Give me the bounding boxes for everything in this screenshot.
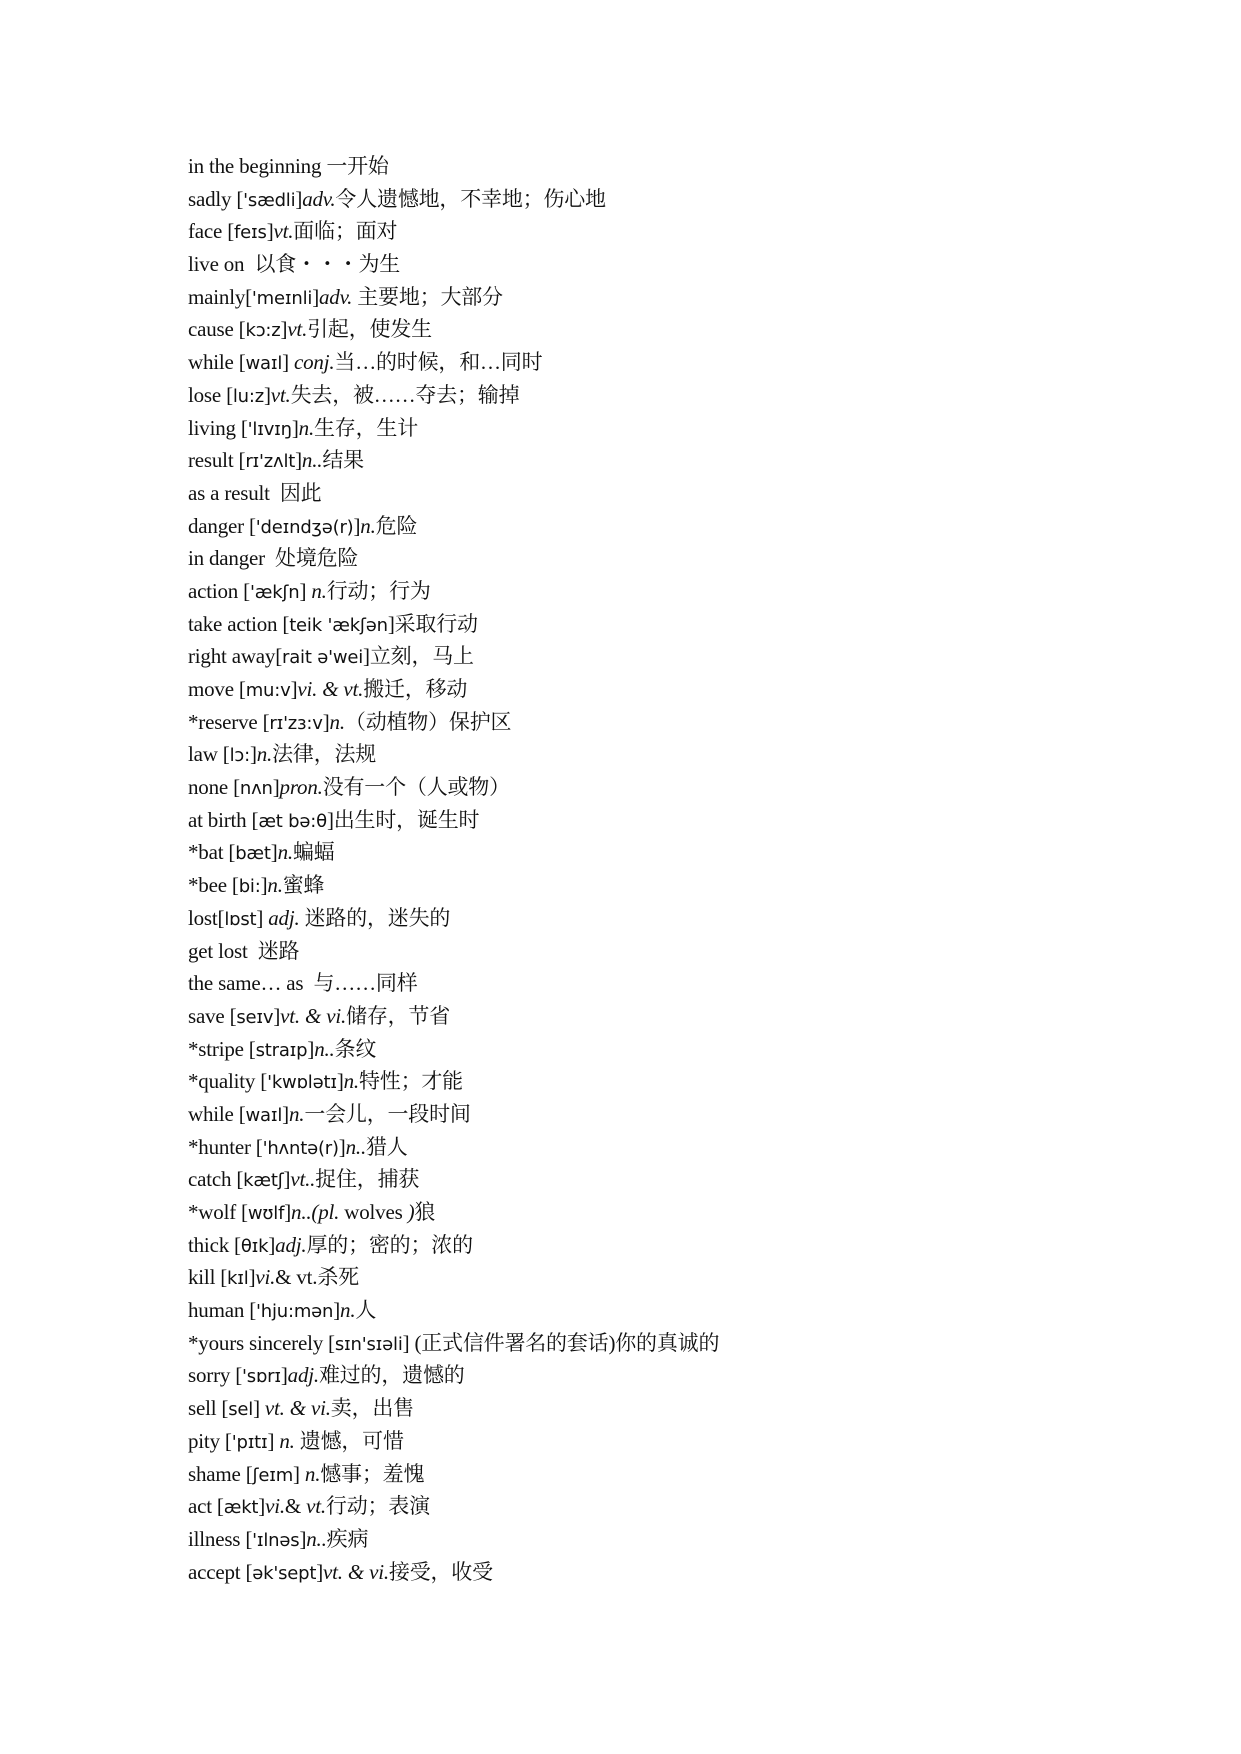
entry-text: lost[ [188, 905, 225, 930]
entry-text: ] [280, 1363, 288, 1388]
vocab-entry [188, 1359, 1088, 1392]
entry-text: ] [295, 186, 303, 211]
phonetic-text: mu:v [245, 680, 291, 701]
entry-text: accept [ [188, 1559, 253, 1584]
entry-text: *bee [ [188, 873, 239, 898]
entry-text: ] [267, 1428, 280, 1453]
part-of-speech-text: n.. [306, 1526, 327, 1551]
part-of-speech-text: adv. [302, 186, 336, 211]
entry-text: get lost 迷路 [188, 938, 300, 963]
entry-text: in danger 处境危险 [188, 546, 359, 571]
entry-text: ] [272, 775, 280, 800]
entry-text: 生存，生计 [314, 415, 418, 440]
phonetic-text: 'ækʃn [249, 581, 300, 603]
entry-text: 当…的时候，和…同时 [334, 350, 543, 375]
vocab-entry [188, 412, 1088, 445]
vocab-entry [188, 1033, 1088, 1066]
vocab-entry [188, 902, 1088, 935]
entry-text: live on 以食・・・为生 [188, 252, 401, 277]
part-of-speech-text: vt.. [290, 1167, 316, 1192]
entry-text: 储存，节省 [346, 1003, 451, 1028]
entry-text: ] [253, 1396, 265, 1421]
phonetic-text: sel [228, 1399, 254, 1421]
vocab-entry [188, 935, 1088, 968]
vocab-entry [188, 248, 1088, 281]
part-of-speech-text: n. [279, 1428, 295, 1453]
entry-text: *stripe [ [188, 1036, 256, 1061]
entry-text: 令人遗憾地，不幸地；伤心地 [335, 186, 606, 211]
entry-text: ] [293, 1461, 305, 1486]
vocab-entry [188, 640, 1088, 673]
entry-text: *quality [ [188, 1069, 268, 1094]
entry-text: ] [322, 709, 330, 734]
entry-text: & vt.杀死 [275, 1265, 359, 1290]
phonetic-text: 'lɪvɪŋ [247, 418, 292, 440]
entry-text: 难过的，遗憾的 [318, 1363, 465, 1388]
entry-text: ] [258, 1494, 266, 1519]
part-of-speech-text: adj. [287, 1363, 319, 1388]
part-of-speech-text: vt. & vi. [280, 1003, 347, 1028]
entry-text: ] [316, 1559, 324, 1584]
vocab-entry [188, 150, 1088, 183]
entry-text: *reserve [ [188, 709, 270, 734]
entry-text: ] [264, 382, 271, 407]
entry-text: 危险 [375, 513, 418, 538]
entry-text: act [ [188, 1494, 224, 1519]
phonetic-text: feɪs [234, 222, 267, 244]
part-of-speech-text: pron. [279, 775, 323, 800]
entry-text: ] [249, 742, 257, 767]
vocab-entry [188, 1163, 1088, 1196]
entry-text: save [ [188, 1003, 237, 1028]
entry-text: 结果 [322, 448, 364, 473]
entry-text: ]出生时，诞生时 [326, 807, 480, 832]
entry-text: ] [291, 415, 299, 440]
phonetic-text: 'pɪtɪ [231, 1431, 268, 1453]
phonetic-text: kɪl [227, 1268, 249, 1290]
phonetic-text: lu:z [232, 385, 264, 407]
part-of-speech-text: vt. [287, 317, 308, 342]
phonetic-text: 'hʌntə(r) [262, 1137, 339, 1159]
entry-text: in the beginning 一开始 [188, 154, 389, 178]
entry-text: 行动；行为 [326, 578, 431, 603]
entry-text: illness [ [188, 1526, 253, 1551]
entry-text: right away[ [188, 644, 283, 669]
vocab-entry [188, 444, 1088, 477]
entry-text: ] [336, 1069, 344, 1094]
vocab-entry [188, 836, 1088, 869]
entry-text: ] [282, 350, 294, 375]
entry-text: lose [ [188, 382, 233, 407]
vocab-entry [188, 215, 1088, 248]
entry-text: cause [ [188, 317, 246, 342]
vocab-entry [188, 738, 1088, 771]
vocab-entry [188, 967, 1088, 1000]
entry-text: sell [ [188, 1396, 229, 1421]
phonetic-text: lɔ: [229, 745, 250, 767]
entry-text: at birth [ [188, 807, 259, 832]
entry-text: ]立刻，马上 [363, 644, 474, 669]
part-of-speech-text: n. [267, 873, 283, 898]
part-of-speech-text: n..(pl. [291, 1200, 340, 1224]
part-of-speech-text: vt. [270, 382, 291, 407]
entry-text: 行动；表演 [325, 1494, 430, 1519]
entry-text: ] [282, 1101, 289, 1126]
phonetic-text: æt bə:θ [258, 810, 327, 832]
entry-text: law [ [188, 742, 230, 767]
entry-text: thick [ [188, 1232, 241, 1257]
part-of-speech-text: n. [288, 1101, 305, 1126]
entry-text: living [ [188, 415, 248, 440]
phonetic-text: kætʃ [243, 1170, 284, 1192]
phonetic-text: waɪl [245, 353, 283, 375]
entry-text: *bat [ [188, 840, 236, 865]
entry-text: ] [295, 448, 302, 473]
entry-text: 特性；才能 [358, 1069, 463, 1094]
phonetic-text: bi: [238, 876, 261, 898]
entry-text: pity [ [188, 1428, 232, 1453]
entry-text: 疾病 [326, 1526, 369, 1551]
entry-text: sorry [ [188, 1363, 243, 1388]
entry-text: ] [307, 1036, 315, 1061]
phonetic-text: 'sædli [243, 189, 296, 211]
entry-text: 狼 [414, 1200, 436, 1224]
entry-text: 接受，收受 [388, 1559, 493, 1584]
part-of-speech-text: n.. [314, 1036, 335, 1061]
phonetic-text: 'meɪnli [251, 287, 313, 309]
entry-text: 主要地；大部分 [352, 284, 503, 309]
vocab-entry [188, 477, 1088, 510]
phonetic-text: nʌn [239, 778, 273, 800]
phonetic-text: ʃeɪm [252, 1464, 294, 1486]
phonetic-text: waɪl [245, 1104, 283, 1126]
vocab-entry [188, 706, 1088, 739]
part-of-speech-text: vt. & vi. [264, 1396, 331, 1421]
entry-text: ] [268, 1232, 276, 1257]
entry-text: while [ [188, 350, 246, 375]
entry-text: ] [248, 1265, 256, 1290]
entry-text: ] [280, 317, 288, 342]
part-of-speech-text: vt. [306, 1494, 326, 1519]
vocab-entry [188, 346, 1088, 379]
phonetic-text: ək'sept [252, 1562, 317, 1584]
entry-text: ]采取行动 [387, 611, 478, 636]
part-of-speech-text: adj. [275, 1232, 307, 1257]
entry-text: ] [266, 219, 274, 244]
part-of-speech-text: adv. [318, 284, 353, 309]
part-of-speech-text: n.. [301, 448, 323, 473]
entry-text: wolves [339, 1200, 408, 1224]
vocab-entry [188, 1490, 1088, 1523]
entry-text: ] [290, 677, 298, 701]
entry-text: shame [ [188, 1461, 253, 1486]
phonetic-text: straɪp [255, 1039, 308, 1061]
vocab-entry [188, 1425, 1088, 1458]
vocab-entry [188, 575, 1088, 608]
entry-text: human [ [188, 1298, 256, 1323]
phonetic-text: seɪv [236, 1006, 274, 1028]
entry-text: ] [260, 873, 268, 898]
part-of-speech-text: ) [407, 1200, 415, 1224]
vocab-entry [188, 673, 1088, 706]
vocab-entry [188, 1261, 1088, 1294]
vocab-entry [188, 1000, 1088, 1033]
vocab-entry [188, 869, 1088, 902]
phonetic-text: kɔ:z [245, 320, 281, 342]
vocab-entry [188, 1196, 1088, 1229]
part-of-speech-text: vt. [273, 219, 294, 244]
vocabulary-list [188, 150, 1088, 1588]
part-of-speech-text: n. [343, 1069, 359, 1094]
entry-text: ] [283, 1167, 291, 1192]
part-of-speech-text: vi. [255, 1265, 276, 1290]
entry-text: mainly[ [188, 284, 252, 309]
entry-text: ] [256, 905, 269, 930]
entry-text: 没有一个（人或物） [322, 775, 510, 800]
entry-text: ] [284, 1200, 292, 1224]
entry-text: ] [338, 1134, 346, 1159]
entry-text: action [ [188, 578, 250, 603]
phonetic-text: 'ɪlnəs [252, 1529, 300, 1551]
vocab-entry [188, 1131, 1088, 1164]
part-of-speech-text: n. [340, 1298, 356, 1323]
entry-text: catch [ [188, 1167, 244, 1192]
vocab-entry [188, 510, 1088, 543]
entry-text: ] [299, 1526, 307, 1551]
entry-text: 人 [355, 1298, 377, 1323]
vocab-entry [188, 1523, 1088, 1556]
entry-text: *wolf [ [188, 1200, 248, 1224]
vocab-entry [188, 1098, 1088, 1131]
vocab-entry [188, 1065, 1088, 1098]
phonetic-text: 'sɒrɪ [242, 1366, 281, 1388]
part-of-speech-text: n. [360, 513, 376, 538]
part-of-speech-text: vi. & vt. [297, 677, 364, 701]
phonetic-text: sɪn'sɪəli [334, 1333, 403, 1355]
vocab-entry [188, 1556, 1088, 1589]
entry-text: take action [ [188, 611, 290, 636]
entry-text: 条纹 [334, 1036, 377, 1061]
entry-text: 捉住，捕获 [315, 1167, 420, 1192]
entry-text: none [ [188, 775, 240, 800]
entry-text: ] [273, 1003, 281, 1028]
entry-text: danger [ [188, 513, 256, 538]
phonetic-text: wʊlf [247, 1203, 285, 1224]
entry-text: 引起，使发生 [307, 317, 432, 342]
vocab-entry [188, 313, 1088, 346]
entry-text: ] [353, 513, 361, 538]
vocab-entry [188, 281, 1088, 314]
phonetic-text: ækt [223, 1497, 259, 1519]
entry-text: （动植物）保护区 [344, 709, 512, 734]
entry-text: face [ [188, 219, 234, 244]
entry-text: result [ [188, 448, 246, 473]
phonetic-text: 'deɪndʒə(r) [255, 516, 354, 538]
phonetic-text: 'hju:mən [256, 1301, 334, 1323]
vocab-entry [188, 379, 1088, 412]
entry-text: 迷路的，迷失的 [299, 905, 451, 930]
phonetic-text: lɒst [224, 908, 257, 930]
entry-text: 猎人 [366, 1134, 408, 1159]
vocab-entry [188, 1458, 1088, 1491]
entry-text: 失去，被……夺去；输掉 [290, 382, 520, 407]
phonetic-text: rɪ'zʌlt [245, 451, 296, 473]
entry-text: 蜜蜂 [282, 873, 325, 898]
phonetic-text: rɪ'zɜ:v [269, 712, 323, 734]
entry-text: 憾事；羞愧 [320, 1461, 425, 1486]
vocab-entry [188, 608, 1088, 641]
vocab-entry [188, 1392, 1088, 1425]
entry-text: as a result 因此 [188, 480, 322, 505]
entry-text: 厚的；密的；浓的 [306, 1232, 473, 1257]
entry-text: while [ [188, 1101, 246, 1126]
entry-text: 搬迁，移动 [363, 677, 468, 701]
vocab-entry [188, 542, 1088, 575]
part-of-speech-text: n. [277, 840, 293, 865]
entry-text: sadly [ [188, 186, 244, 211]
entry-text: 蝙蝠 [292, 840, 335, 865]
entry-text: ] [270, 840, 278, 865]
part-of-speech-text: n. [298, 415, 314, 440]
entry-text: & [284, 1494, 307, 1519]
part-of-speech-text: n. [304, 1461, 321, 1486]
vocab-entry [188, 1229, 1088, 1262]
entry-text: move [ [188, 677, 246, 701]
entry-text: 一会儿，一段时间 [304, 1101, 471, 1126]
entry-text: the same… as 与……同样 [188, 971, 418, 996]
vocab-entry [188, 771, 1088, 804]
entry-text: ] (正式信件署名的套话)你的真诚的 [402, 1330, 720, 1355]
entry-text: 遗憾，可惜 [294, 1428, 404, 1453]
part-of-speech-text: conj. [294, 350, 335, 375]
vocab-entry [188, 804, 1088, 837]
part-of-speech-text: vi. [265, 1494, 285, 1519]
part-of-speech-text: n. [311, 578, 327, 603]
entry-text: 卖，出售 [330, 1396, 414, 1421]
phonetic-text: θɪk [240, 1235, 269, 1257]
part-of-speech-text: n. [256, 742, 273, 767]
part-of-speech-text: n.. [345, 1134, 366, 1159]
part-of-speech-text: vt. & vi. [323, 1559, 389, 1584]
vocab-entry [188, 183, 1088, 216]
phonetic-text: bæt [235, 843, 271, 865]
part-of-speech-text: adj. [268, 905, 300, 930]
entry-text: *hunter [ [188, 1134, 263, 1159]
phonetic-text: 'kwɒlətɪ [267, 1072, 337, 1094]
entry-text: 面临；面对 [293, 219, 398, 244]
vocab-entry [188, 1294, 1088, 1327]
entry-text: 法律，法规 [272, 742, 377, 767]
phonetic-text: rait ə'wei [282, 647, 364, 669]
part-of-speech-text: n. [329, 709, 345, 734]
entry-text: ] [333, 1298, 341, 1323]
entry-text: kill [ [188, 1265, 228, 1290]
entry-text: *yours sincerely [ [188, 1330, 335, 1355]
vocab-entry [188, 1327, 1088, 1360]
entry-text: ] [299, 578, 312, 603]
phonetic-text: teik 'ækʃən [289, 614, 388, 636]
entry-text: ] [312, 284, 319, 309]
